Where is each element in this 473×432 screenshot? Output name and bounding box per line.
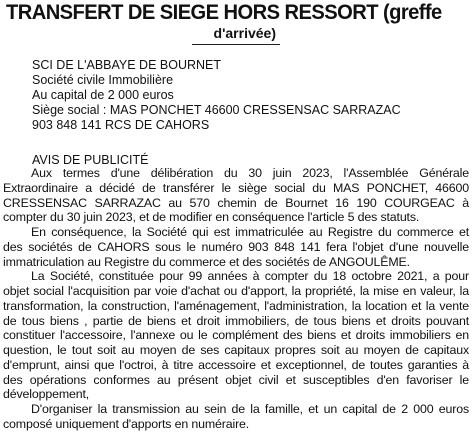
paragraph-object: La Société, constituée pour 99 années à compter du 18 octobre 2021, a pour objet social l'acquisition par voie d'achat ou d'apport, la propriété, la mise en valeur, la transformation, la construction, l'aménagement, l'administration, la location et la vente de tous biens , partie de biens et droit immobiliers, de tous biens et droits pouvant constituer l'accessoire, l'annexe ou le complément des biens et droits immobiliers en question, le tout soit au moyen de ses capitaux propres soit au moyen de capitaux d'emprunt, ainsi que l'octroi, à titre accessoire et exceptionnel, de toutes garanties à des opérations conformes au présent objet civil et susceptibles d'en favoriser le développement, bbox=[3, 269, 469, 402]
title-underline bbox=[192, 44, 280, 45]
company-block bbox=[32, 58, 401, 133]
notice-heading: AVIS DE PUBLICITÉ bbox=[32, 153, 149, 167]
paragraph-capital: D'organiser la transmission au sein de la famille, et un capital de 2 000 euros composé uniquement d'apports en numéraire. bbox=[3, 402, 469, 431]
company-name: SCI DE L'ABBAYE DE BOURNET bbox=[32, 58, 222, 72]
company-capital: Au capital de 2 000 euros bbox=[32, 88, 174, 102]
company-registration: 903 848 141 RCS DE CAHORS bbox=[32, 118, 210, 132]
paragraph-transfer: Aux termes d'une délibération du 30 juin 2023, l'Assemblée Générale Extraordinaire a décidé de transférer le siège social du MAS PONCHET, 46600 CRESSENSAC SARRAZAC au 570 chemin de Bournet 16 190 COURGEAC à compter du 30 juin 2023, et de modifier en conséquence l'article 5 des statuts. bbox=[3, 166, 469, 225]
notice-body bbox=[3, 166, 469, 432]
notice-title: TRANSFERT DE SIEGE HORS RESSORT (greffe bbox=[6, 1, 442, 24]
company-seat: Siège social : MAS PONCHET 46600 CRESSENSAC SARRAZAC bbox=[32, 103, 401, 117]
company-form: Société civile Immobilière bbox=[32, 73, 174, 87]
notice-title-continued: d'arrivée) bbox=[213, 25, 276, 41]
paragraph-registration: En conséquence, la Société qui est immatriculée au Registre du commerce et des sociétés de CAHORS sous le numéro 903 848 141 fera l'objet d'une nouvelle immatriculation au Registre du commerce et des sociétés de ANGOULÊME. bbox=[3, 225, 469, 269]
